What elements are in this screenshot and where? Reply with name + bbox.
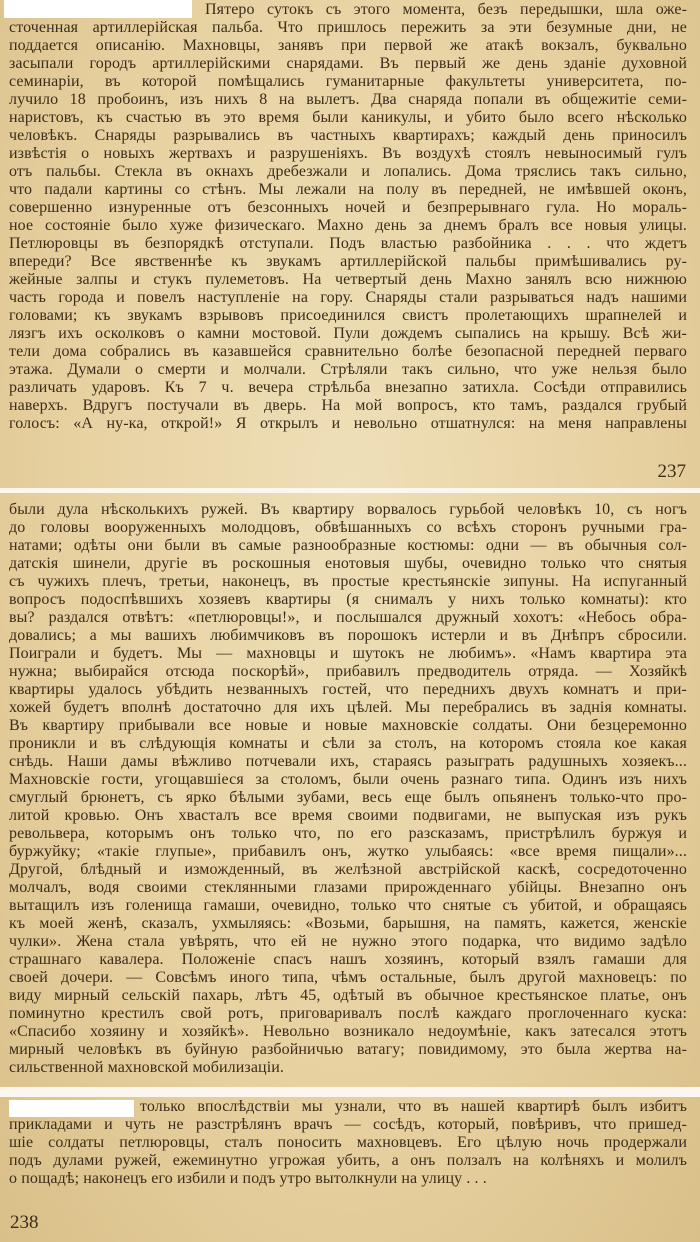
text-line: различать ударовъ. Къ 7 ч. вечера стрѣльба внезапно затихла. Сосѣди отправились <box>9 379 687 396</box>
text-line: голосъ: «А ну-ка, открой!» Я открылъ и невольно отшатнулся: на меня направлены <box>9 415 687 432</box>
text-line: о пощадѣ; наконецъ его избили и подъ утро вытолкнули на улицу . . . <box>9 1170 487 1187</box>
text-line: къ моей женѣ, сказалъ, ухмыляясь: «Возьми, барышня, на память, кажется, женскіе <box>9 915 687 932</box>
text-line: снѣдь. Наши дамы вѣжливо потчевали ихъ, стараясь разыграть радушныхъ хозяекъ... <box>9 753 687 770</box>
text-line: этажа. Думали о смерти и молчали. Стрѣляли такъ сильно, что уже нельзя было <box>9 361 687 378</box>
text-line: Махновскіе гости, угощавшіеся за столомъ, были очень разнаго типа. Одинъ изъ нихъ <box>9 771 687 788</box>
text-line: засыпали городъ артиллерійскими снарядами. Въ первый же день зданіе духовной <box>9 55 687 72</box>
page-divider <box>0 488 700 493</box>
text-line: датскія шинели, другіе въ роскошныя енотовыя шубы, очевидно только что снятыя <box>9 555 687 572</box>
text-line: виду мирный сельскій пахарь, лѣтъ 45, одѣтый въ обычное крестьянское платье, онъ <box>9 987 687 1004</box>
text-line: смуглый брюнетъ, съ ярко бѣлыми зубами, весь еще былъ опьяненъ только-что про- <box>9 789 687 806</box>
text-line: вытащилъ изъ голенища гамаши, очевидно, только что снятые съ убитой, и обращаясь <box>9 897 687 914</box>
text-block-page-237 <box>9 1 687 433</box>
text-line: жейные залпы и стукъ пулеметовъ. На четвертый день Махно занялъ всю нижнюю <box>9 271 687 288</box>
text-line: Петлюровцы въ безпорядкѣ отступали. Подъ властью разбойника . . . что ждетъ <box>9 235 687 252</box>
text-line: лучило 18 пробоинъ, изъ нихъ 8 на вылетъ. Два снаряда попали въ общежитіе семи- <box>9 91 687 108</box>
text-line: Пятеро сутокъ съ этого момента, безъ передышки, шла оже- <box>205 1 687 18</box>
text-line: ное состояніе было хуже физическаго. Махно день за днемъ бралъ все новыя улицы. <box>9 217 687 234</box>
text-line: сильственной махновской мобилизаціи. <box>9 1059 285 1076</box>
text-line: семинаріи, въ которой помѣщались гуманитарные факультеты университета, по- <box>9 73 687 90</box>
text-line: хожей будетъ вполнѣ достаточно для ихъ цѣлей. Мы перебрались въ заднія комнаты. <box>9 699 687 716</box>
text-line: лязгъ ихъ осколковъ о камни мостовой. Пули дождемъ сыпались на крышу. Всѣ жи- <box>9 325 687 342</box>
text-line: головами; къ звукамъ взрывовъ присоединился свистъ пролетающихъ шрапнелей и <box>9 307 687 324</box>
text-line: «Спасибо хозяину и хозяйкѣ». Невольно возникало недоумѣніе, какъ затесался этотъ <box>9 1023 687 1040</box>
text-line: прикладами и чуть не разстрѣлянъ врачъ — сосѣдъ, который, повѣривъ, что пришед- <box>9 1116 687 1133</box>
text-line: проникли и въ слѣдующія комнаты и сѣли за столъ, на которомъ стояла кое какая <box>9 735 687 752</box>
text-line: молчалъ, водя своими стеклянными глазами прирожденнаго убійцы. Внезапно онъ <box>9 879 687 896</box>
text-line: извѣстія о новыхъ жертвахъ и разрушеніяхъ. Въ воздухѣ стоялъ невыносимый гулъ <box>9 145 687 162</box>
text-line: тели дома собрались въ казавшейся сравнительно болѣе безопасной передней перваго <box>9 343 687 360</box>
text-line: впереди? Все явственнѣе къ звукамъ артиллерійской пальбы примѣшивались ру- <box>9 253 687 270</box>
text-line: сточенная артиллерійская пальба. Что пришлось пережить за эти безумные дни, не <box>9 19 687 36</box>
text-line: страшнаго кавалера. Положеніе спасъ нашъ хозяинъ, который взялъ гамаши для <box>9 951 687 968</box>
text-line: мирный человѣкъ въ буйную разбойничью ватагу; повидимому, это была жертва на- <box>9 1041 687 1058</box>
text-block-page-238 <box>9 1098 687 1188</box>
text-line: вы? раздался отвѣтъ: «петлюровцы!», и послышался дружный хохотъ: «Небось обра- <box>9 609 687 626</box>
text-line: поминутно крестилъ свой ротъ, приговаривалъ послѣ каждаго проглоченнаго куска: <box>9 1005 687 1022</box>
text-line: своей дочери. — Совсѣмъ иного типа, чѣмъ остальные, былъ другой махновецъ: по <box>9 969 687 986</box>
text-line: до головы вооруженныхъ молодцовъ, обвѣшанныхъ со всѣхъ сторонъ ручными гра- <box>9 519 687 536</box>
text-line: Другой, блѣдный и изможденный, въ желѣзной австрійской каскѣ, сосредоточенно <box>9 861 687 878</box>
text-line: подъ дулами ружей, ежеминутно угрожая убить, а онъ ползалъ на колѣняхъ и молилъ <box>9 1152 687 1169</box>
text-line: шіе солдаты петлюровцы, сталъ поносить махновцевъ. Его цѣлую ночь продержали <box>9 1134 687 1151</box>
text-line: поддается описанію. Махновцы, занявъ при первой же атакѣ вокзалъ, буквально <box>9 37 687 54</box>
text-line: натами; одѣты они были въ самые разнообразные костюмы: одни — въ обычныя сол- <box>9 537 687 554</box>
text-line: наверхъ. Вдругъ постучали въ дверь. На мой вопросъ, кто тамъ, раздался грубый <box>9 397 687 414</box>
text-line: револьвера, которымъ онъ только что, по его разсказамъ, пристрѣлилъ буржуя и <box>9 825 687 842</box>
text-line: съ чужихъ плечъ, третьи, наконецъ, въ простые крестьянскіе зипуны. На испуганный <box>9 573 687 590</box>
text-block-continuation <box>9 501 687 1077</box>
text-line: отъ пальбы. Стекла въ окнахъ дребезжали и лопались. Дома тряслись такъ сильно, <box>9 163 687 180</box>
text-line: были дула нѣсколькихъ ружей. Въ квартиру ворвалось гурьбой человѣкъ 10, съ ногъ <box>9 501 687 518</box>
text-line: вопросъ подоспѣвшихъ хозяевъ квартиры (я снималъ у нихъ только комнаты): кто <box>9 591 687 608</box>
text-line: Въ квартиру прибывали все новые и новые махновскіе солдаты. Они безцеремонно <box>9 717 687 734</box>
text-line: часть города и повелъ наступленіе на гору. Снаряды стали разрываться надъ нашими <box>9 289 687 306</box>
text-line: довались; а мы вашихъ любимчиковъ въ порошокъ истерли и въ Днѣпръ сбросили. <box>9 627 687 644</box>
text-line: совершенно изнуренные отъ безсонныхъ ночей и безпрерывнаго гула. Но мораль- <box>9 199 687 216</box>
page-number-237: 237 <box>657 461 686 482</box>
text-line: Поиграли и будетъ. Мы — махновцы и шутокъ не любимъ». «Намъ квартира эта <box>9 645 687 662</box>
text-line: нужна; выбирайся отсюда поскорѣй», прибавилъ предводитель отряда. — Хозяйкѣ <box>9 663 687 680</box>
text-line: квартиры удалось убѣдить незванныхъ гостей, что переднихъ двухъ комнатъ и при- <box>9 681 687 698</box>
text-line: наристовъ, къ счастью въ это время были каникулы, и убито было всего нѣсколько <box>9 109 687 126</box>
text-line: человѣкъ. Снаряды разрывались въ частныхъ квартирахъ; каждый день приносилъ <box>9 127 687 144</box>
text-line: что падали картины со стѣнъ. Мы лежали на полу въ передней, не имѣвшей оконъ, <box>9 181 687 198</box>
text-line: буржуйку; «такіе глупые», прибавилъ онъ, жутко улыбаясь: «все время пищали»... <box>9 843 687 860</box>
text-line: только впослѣдствіи мы узнали, что въ нашей квартирѣ былъ избитъ <box>140 1098 687 1115</box>
text-line: литой кровью. Онъ хвасталъ все время своими подвигами, не выпуская изъ рукъ <box>9 807 687 824</box>
page-number-238: 238 <box>10 1212 39 1233</box>
text-line: чулки». Жена стала увѣрять, что ей не нужно этого подарка, что видимо задѣло <box>9 933 687 950</box>
page-divider <box>0 1087 700 1097</box>
